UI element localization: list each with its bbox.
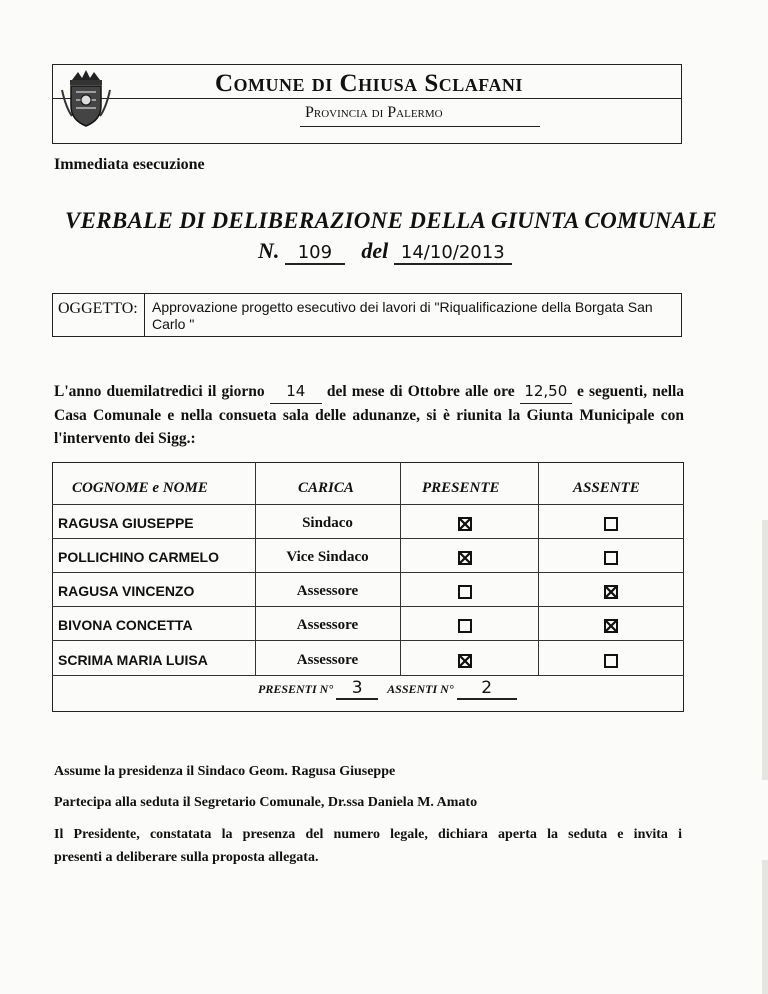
president-statement-continued: presenti a deliberare sulla proposta allegata.	[54, 850, 319, 865]
document-title: VERBALE DI DELIBERAZIONE DELLA GIUNTA COMUNALE	[65, 208, 718, 233]
present-checkbox-empty	[458, 619, 472, 633]
member-name: RAGUSA VINCENZO	[58, 583, 195, 599]
member-name: RAGUSA GIUSEPPE	[58, 515, 194, 531]
absent-total-label: ASSENTI N°	[387, 682, 454, 696]
date-prefix: del	[361, 238, 389, 263]
header-underline	[300, 126, 540, 127]
president-statement: Il Presidente, constatata la presenza del numero legale, dichiara aperta la seduta e invita i	[54, 827, 682, 842]
present-checkbox-checked	[458, 654, 472, 668]
present-total-label: PRESENTI N°	[258, 682, 334, 696]
header-present: PRESENTE	[422, 480, 500, 496]
subject-text: Approvazione progetto esecutivo dei lavori di "Riqualificazione della Borgata San Carlo "	[152, 299, 653, 332]
table-col-divider	[400, 462, 401, 675]
member-role: Assessore	[296, 652, 359, 668]
member-name: SCRIMA MARIA LUISA	[58, 652, 208, 668]
coat-of-arms-icon	[58, 68, 114, 128]
table-col-divider	[538, 462, 539, 675]
member-name: BIVONA CONCETTA	[58, 617, 193, 633]
absent-checkbox-checked	[604, 585, 618, 599]
intro-part3: e seguenti, nella Casa Comunale e nella consueta sala delle adunanze, si è riunita la Giunta Municipale con l'intervento dei Sigg.:	[54, 383, 685, 447]
present-checkbox-empty	[458, 585, 472, 599]
table-row-divider	[52, 606, 684, 607]
number-prefix: N.	[258, 238, 280, 263]
member-name: POLLICHINO CARMELO	[58, 549, 219, 565]
municipality-title: Comune di Chiusa Sclafani	[215, 70, 523, 97]
absent-checkbox-empty	[604, 654, 618, 668]
meeting-day: 14	[270, 380, 322, 404]
table-row-divider	[52, 504, 684, 505]
header-role: CARICA	[298, 480, 354, 496]
subject-label: OGGETTO:	[58, 300, 138, 317]
secretary-line: Partecipa alla seduta il Segretario Comunale, Dr.ssa Daniela M. Amato	[54, 795, 478, 810]
presidency-line: Assume la presidenza il Sindaco Geom. Ragusa Giuseppe	[54, 764, 396, 779]
deliberation-date: 14/10/2013	[394, 242, 512, 265]
deliberation-number: 109	[285, 242, 345, 265]
scan-edge-shadow	[762, 860, 768, 994]
meeting-time: 12,50	[520, 380, 572, 404]
member-role: Assessore	[296, 617, 359, 633]
province-name: Provincia di Palermo	[305, 104, 443, 121]
attendance-totals	[258, 678, 517, 700]
table-row-divider	[52, 640, 684, 641]
header-name: COGNOME e NOME	[72, 480, 208, 496]
document-number-line	[258, 238, 512, 265]
intro-part1: L'anno duemilatredici il giorno	[54, 383, 265, 400]
table-row-divider	[52, 538, 684, 539]
scan-edge-shadow	[762, 520, 768, 780]
header-divider	[52, 98, 682, 99]
present-checkbox-checked	[458, 517, 472, 531]
table-row-divider	[52, 572, 684, 573]
present-total: 3	[336, 678, 378, 700]
member-role: Sindaco	[302, 515, 353, 531]
member-role: Assessore	[296, 583, 359, 599]
table-row-divider	[52, 675, 684, 676]
table-col-divider	[255, 462, 256, 675]
subject-divider	[144, 293, 145, 337]
present-checkbox-checked	[458, 551, 472, 565]
header-absent: ASSENTE	[573, 480, 640, 496]
absent-checkbox-empty	[604, 551, 618, 565]
intro-paragraph	[54, 380, 684, 450]
execution-note: Immediata esecuzione	[54, 156, 205, 173]
absent-checkbox-checked	[604, 619, 618, 633]
intro-part2: del mese di Ottobre alle ore	[326, 383, 515, 400]
member-role: Vice Sindaco	[286, 549, 369, 565]
absent-checkbox-empty	[604, 517, 618, 531]
absent-total: 2	[457, 678, 517, 700]
